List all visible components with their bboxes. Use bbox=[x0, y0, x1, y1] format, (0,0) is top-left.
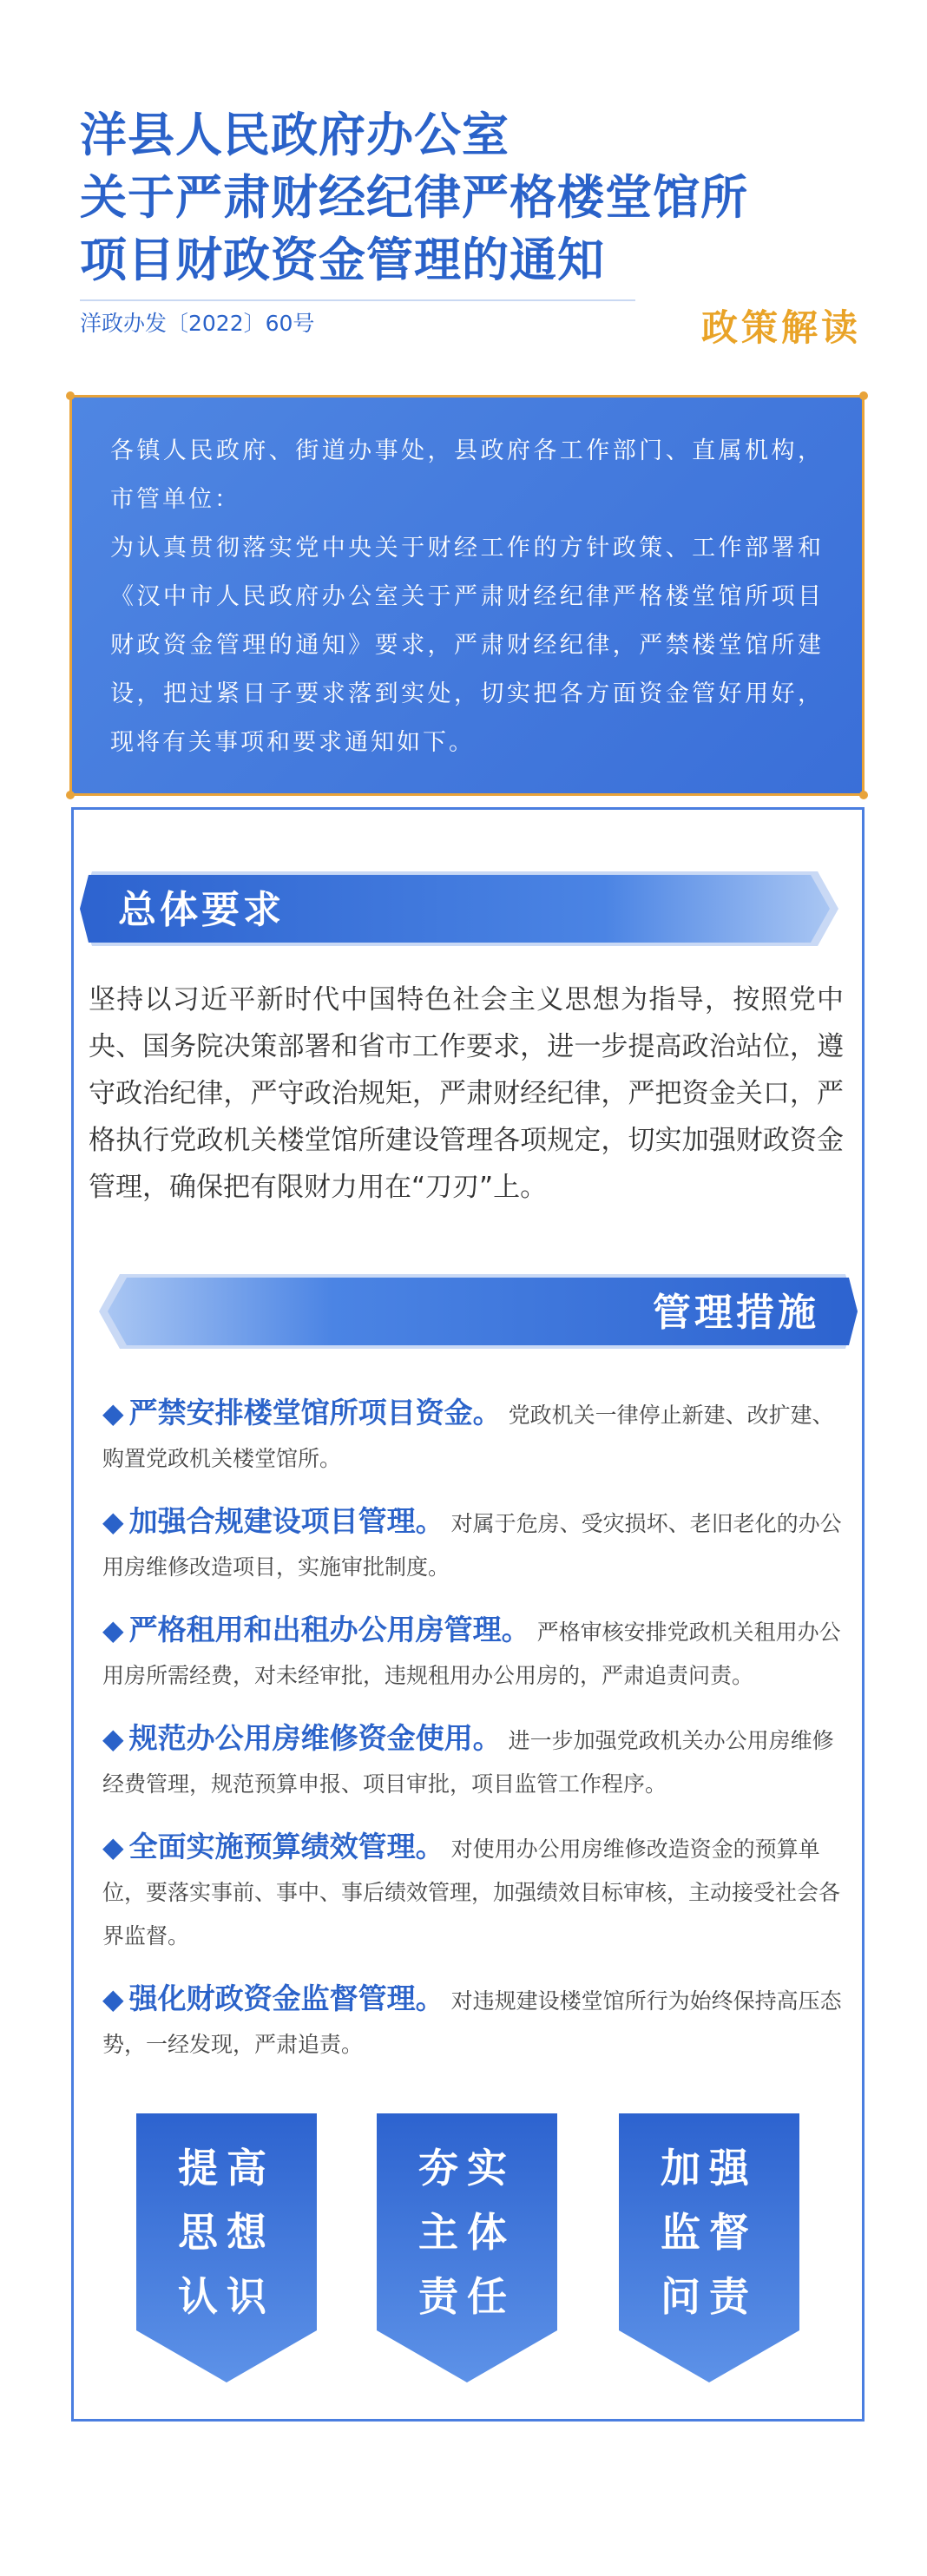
corner-dot bbox=[66, 791, 75, 799]
badge-line: 加强 bbox=[661, 2145, 758, 2192]
section-banner-general bbox=[80, 866, 844, 951]
measure-title: 严格租用和出租办公用房管理。 bbox=[128, 1613, 530, 1646]
list-item bbox=[102, 1977, 845, 2067]
notice-addressee: 各镇人民政府、街道办事处，县政府各工作部门、直属机构，市管单位： bbox=[110, 437, 824, 513]
title-line-3: 项目财政资金管理的通知 bbox=[80, 233, 605, 287]
notice-body: 为认真贯彻落实党中央关于财经工作的方针政策、工作部署和《汉中市人民政府办公室关于严肃财经纪律严格楼堂馆所项目财政资金管理的通知》要求，严肃财经纪律，严禁楼堂馆所建设，把过紧日子要求落到实处，切实把各方面资金管好用好，现将有关事项和要求通知如下。 bbox=[110, 535, 824, 756]
measure-title: 严禁安排楼堂馆所项目资金。 bbox=[128, 1396, 502, 1429]
list-item bbox=[102, 1717, 845, 1806]
measure-text: 对违规建设楼堂馆所行为始终保持高压态势，一经发现，严肃追责。 bbox=[102, 1988, 842, 2057]
corner-dot bbox=[66, 391, 75, 400]
divider bbox=[80, 299, 635, 301]
measure-title: 全面实施预算绩效管理。 bbox=[128, 1830, 444, 1863]
measure-text: 进一步加强党政机关办公用房维修经费管理，规范预算申报、项目审批，项目监管工作程序。 bbox=[102, 1728, 834, 1797]
measures-list bbox=[102, 1391, 845, 2086]
doc-number-row bbox=[80, 299, 861, 349]
general-requirements-text: 坚持以习近平新时代中国特色社会主义思想为指导，按照党中央、国务院决策部署和省市工作要求，进一步提高政治站位，遵守政治纪律，严守政治规矩，严肃财经纪律，严把资金关口，严格执行党政机关楼堂馆所建设管理各项规定，切实加强财政资金管理，确保把有限财力用在“刀刃”上。 bbox=[89, 984, 844, 1203]
measure-title: 强化财政资金监督管理。 bbox=[128, 1981, 444, 2015]
badge-line: 提高 bbox=[178, 2145, 275, 2192]
badge-line: 监督 bbox=[661, 2209, 758, 2256]
diamond-icon: ◆ bbox=[102, 1722, 124, 1755]
list-item bbox=[102, 1825, 845, 1958]
section-banner-measures bbox=[94, 1269, 858, 1354]
diamond-icon: ◆ bbox=[102, 1982, 124, 2015]
badge-consolidate-responsibility bbox=[377, 2113, 557, 2382]
diamond-icon: ◆ bbox=[102, 1505, 124, 1538]
badge-text bbox=[136, 2136, 317, 2329]
badge-line: 问责 bbox=[661, 2273, 758, 2320]
section-heading-measures: 管理措施 bbox=[653, 1291, 819, 1335]
badge-raise-awareness bbox=[136, 2113, 317, 2382]
measure-text: 对使用办公用房维修改造资金的预算单位，要落实事前、事中、事后绩效管理，加强绩效目标审核，主动接受社会各界监督。 bbox=[102, 1837, 841, 1948]
title-line-2: 关于严肃财经纪律严格楼堂馆所 bbox=[80, 170, 748, 225]
notice-panel bbox=[69, 395, 865, 796]
list-item bbox=[102, 1391, 845, 1481]
policy-interpretation-tag: 政策解读 bbox=[700, 306, 861, 349]
document-title bbox=[80, 104, 861, 292]
corner-dot bbox=[859, 791, 868, 799]
diamond-icon: ◆ bbox=[102, 1613, 124, 1646]
badge-line: 认识 bbox=[178, 2273, 275, 2320]
badge-line: 思想 bbox=[178, 2209, 275, 2256]
badge-line: 夯实 bbox=[418, 2145, 516, 2192]
badge-text bbox=[619, 2136, 799, 2329]
corner-dot bbox=[859, 391, 868, 400]
doc-number: 洋政办发〔2022〕60号 bbox=[80, 311, 315, 336]
list-item bbox=[102, 1608, 845, 1698]
measure-title: 规范办公用房维修资金使用。 bbox=[128, 1721, 502, 1755]
measure-text: 严格审核安排党政机关租用办公用房所需经费，对未经审批，违规租用办公用房的，严肃追责问责。 bbox=[102, 1620, 841, 1688]
badge-line: 责任 bbox=[418, 2273, 516, 2320]
measure-text: 对属于危房、受灾损坏、老旧老化的办公用房维修改造项目，实施审批制度。 bbox=[102, 1511, 842, 1580]
diamond-icon: ◆ bbox=[102, 1396, 124, 1429]
badge-text bbox=[377, 2136, 557, 2329]
title-line-1: 洋县人民政府办公室 bbox=[80, 108, 510, 162]
measure-title: 加强合规建设项目管理。 bbox=[128, 1504, 444, 1538]
measure-text: 党政机关一律停止新建、改扩建、购置党政机关楼堂馆所。 bbox=[102, 1403, 834, 1471]
badge-line: 主体 bbox=[418, 2209, 516, 2256]
list-item bbox=[102, 1500, 845, 1589]
badge-strengthen-supervision bbox=[619, 2113, 799, 2382]
diamond-icon: ◆ bbox=[102, 1830, 124, 1863]
section-heading-general: 总体要求 bbox=[118, 888, 285, 932]
